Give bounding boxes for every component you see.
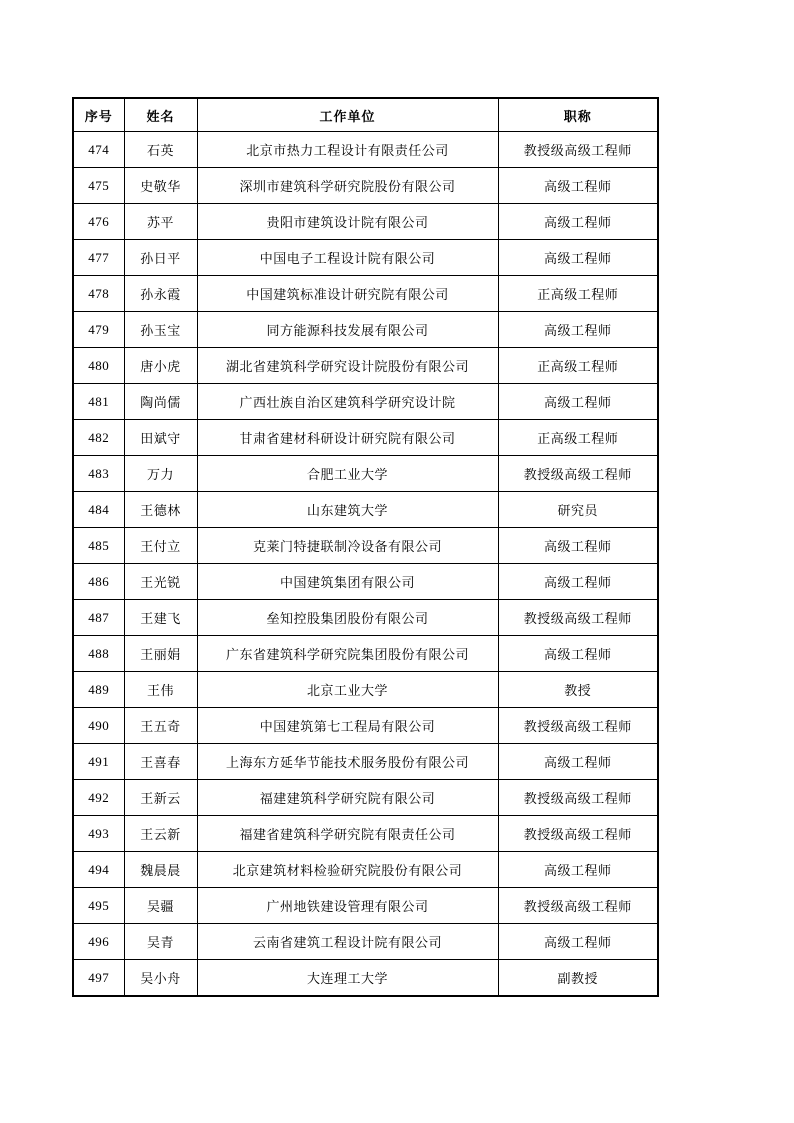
- cell-no: 483: [73, 456, 124, 492]
- table-row: [73, 888, 658, 924]
- cell-org: 大连理工大学: [197, 960, 498, 997]
- cell-no: 481: [73, 384, 124, 420]
- cell-no: 488: [73, 636, 124, 672]
- cell-name: 王新云: [124, 780, 197, 816]
- cell-org: 云南省建筑工程设计院有限公司: [197, 924, 498, 960]
- cell-title: 教授级高级工程师: [498, 816, 658, 852]
- table-row: [73, 636, 658, 672]
- cell-no: 495: [73, 888, 124, 924]
- cell-name: 魏晨晨: [124, 852, 197, 888]
- cell-no: 493: [73, 816, 124, 852]
- cell-no: 494: [73, 852, 124, 888]
- cell-no: 478: [73, 276, 124, 312]
- cell-name: 万力: [124, 456, 197, 492]
- cell-name: 王光锐: [124, 564, 197, 600]
- cell-org: 深圳市建筑科学研究院股份有限公司: [197, 168, 498, 204]
- table-row: [73, 600, 658, 636]
- cell-name: 王付立: [124, 528, 197, 564]
- cell-org: 山东建筑大学: [197, 492, 498, 528]
- cell-org: 广东省建筑科学研究院集团股份有限公司: [197, 636, 498, 672]
- table-row: [73, 528, 658, 564]
- table-row: [73, 852, 658, 888]
- cell-org: 中国建筑第七工程局有限公司: [197, 708, 498, 744]
- table-row: [73, 960, 658, 997]
- cell-name: 吴青: [124, 924, 197, 960]
- cell-name: 王云新: [124, 816, 197, 852]
- table-body: [73, 132, 658, 997]
- table-row: [73, 276, 658, 312]
- cell-name: 石英: [124, 132, 197, 168]
- cell-title: 教授级高级工程师: [498, 456, 658, 492]
- table-row: [73, 204, 658, 240]
- table-row: [73, 780, 658, 816]
- cell-no: 482: [73, 420, 124, 456]
- cell-title: 教授级高级工程师: [498, 780, 658, 816]
- cell-org: 北京市热力工程设计有限责任公司: [197, 132, 498, 168]
- cell-org: 福建建筑科学研究院有限公司: [197, 780, 498, 816]
- cell-org: 同方能源科技发展有限公司: [197, 312, 498, 348]
- cell-name: 史敬华: [124, 168, 197, 204]
- cell-org: 合肥工业大学: [197, 456, 498, 492]
- cell-no: 491: [73, 744, 124, 780]
- cell-title: 正高级工程师: [498, 276, 658, 312]
- table-row: [73, 132, 658, 168]
- table-row: [73, 672, 658, 708]
- table-row: [73, 564, 658, 600]
- table-row: [73, 492, 658, 528]
- cell-title: 高级工程师: [498, 924, 658, 960]
- header-no: 序号: [73, 98, 124, 132]
- cell-no: 486: [73, 564, 124, 600]
- cell-org: 广西壮族自治区建筑科学研究设计院: [197, 384, 498, 420]
- table-row: [73, 348, 658, 384]
- cell-name: 王伟: [124, 672, 197, 708]
- cell-org: 中国建筑标准设计研究院有限公司: [197, 276, 498, 312]
- cell-org: 北京工业大学: [197, 672, 498, 708]
- cell-name: 王喜春: [124, 744, 197, 780]
- table-row: [73, 420, 658, 456]
- cell-org: 湖北省建筑科学研究设计院股份有限公司: [197, 348, 498, 384]
- cell-title: 教授级高级工程师: [498, 132, 658, 168]
- cell-title: 高级工程师: [498, 528, 658, 564]
- table-row: [73, 744, 658, 780]
- table-row: [73, 708, 658, 744]
- cell-name: 王丽娟: [124, 636, 197, 672]
- cell-no: 487: [73, 600, 124, 636]
- cell-title: 高级工程师: [498, 240, 658, 276]
- cell-org: 贵阳市建筑设计院有限公司: [197, 204, 498, 240]
- cell-org: 上海东方延华节能技术服务股份有限公司: [197, 744, 498, 780]
- cell-name: 王建飞: [124, 600, 197, 636]
- cell-no: 479: [73, 312, 124, 348]
- table-row: [73, 456, 658, 492]
- personnel-table: [72, 97, 659, 997]
- cell-no: 497: [73, 960, 124, 997]
- cell-no: 477: [73, 240, 124, 276]
- header-title: 职称: [498, 98, 658, 132]
- table-row: [73, 168, 658, 204]
- cell-title: 副教授: [498, 960, 658, 997]
- cell-org: 甘肃省建材科研设计研究院有限公司: [197, 420, 498, 456]
- header-name: 姓名: [124, 98, 197, 132]
- cell-org: 北京建筑材料检验研究院股份有限公司: [197, 852, 498, 888]
- header-org: 工作单位: [197, 98, 498, 132]
- cell-title: 教授级高级工程师: [498, 600, 658, 636]
- cell-name: 唐小虎: [124, 348, 197, 384]
- cell-name: 吴疆: [124, 888, 197, 924]
- cell-no: 485: [73, 528, 124, 564]
- cell-no: 496: [73, 924, 124, 960]
- cell-name: 陶尚儒: [124, 384, 197, 420]
- cell-title: 正高级工程师: [498, 420, 658, 456]
- cell-title: 高级工程师: [498, 744, 658, 780]
- cell-title: 高级工程师: [498, 168, 658, 204]
- cell-no: 476: [73, 204, 124, 240]
- cell-title: 高级工程师: [498, 852, 658, 888]
- cell-no: 489: [73, 672, 124, 708]
- cell-org: 广州地铁建设管理有限公司: [197, 888, 498, 924]
- cell-title: 高级工程师: [498, 384, 658, 420]
- cell-name: 田斌守: [124, 420, 197, 456]
- cell-name: 吴小舟: [124, 960, 197, 997]
- table-row: [73, 384, 658, 420]
- cell-title: 高级工程师: [498, 312, 658, 348]
- cell-title: 高级工程师: [498, 636, 658, 672]
- cell-no: 480: [73, 348, 124, 384]
- cell-title: 高级工程师: [498, 564, 658, 600]
- table-row: [73, 240, 658, 276]
- cell-title: 教授级高级工程师: [498, 888, 658, 924]
- header-row: [73, 98, 658, 132]
- table-row: [73, 816, 658, 852]
- cell-name: 苏平: [124, 204, 197, 240]
- cell-org: 中国电子工程设计院有限公司: [197, 240, 498, 276]
- cell-org: 中国建筑集团有限公司: [197, 564, 498, 600]
- cell-name: 孙永霞: [124, 276, 197, 312]
- cell-no: 484: [73, 492, 124, 528]
- cell-no: 474: [73, 132, 124, 168]
- cell-title: 正高级工程师: [498, 348, 658, 384]
- cell-no: 492: [73, 780, 124, 816]
- cell-title: 研究员: [498, 492, 658, 528]
- cell-name: 王德林: [124, 492, 197, 528]
- table-header: [73, 98, 658, 132]
- cell-title: 教授级高级工程师: [498, 708, 658, 744]
- table-row: [73, 312, 658, 348]
- cell-org: 垒知控股集团股份有限公司: [197, 600, 498, 636]
- table-row: [73, 924, 658, 960]
- cell-name: 王五奇: [124, 708, 197, 744]
- cell-org: 克莱门特捷联制冷设备有限公司: [197, 528, 498, 564]
- cell-no: 475: [73, 168, 124, 204]
- cell-title: 教授: [498, 672, 658, 708]
- cell-name: 孙玉宝: [124, 312, 197, 348]
- cell-no: 490: [73, 708, 124, 744]
- cell-org: 福建省建筑科学研究院有限责任公司: [197, 816, 498, 852]
- cell-name: 孙日平: [124, 240, 197, 276]
- cell-title: 高级工程师: [498, 204, 658, 240]
